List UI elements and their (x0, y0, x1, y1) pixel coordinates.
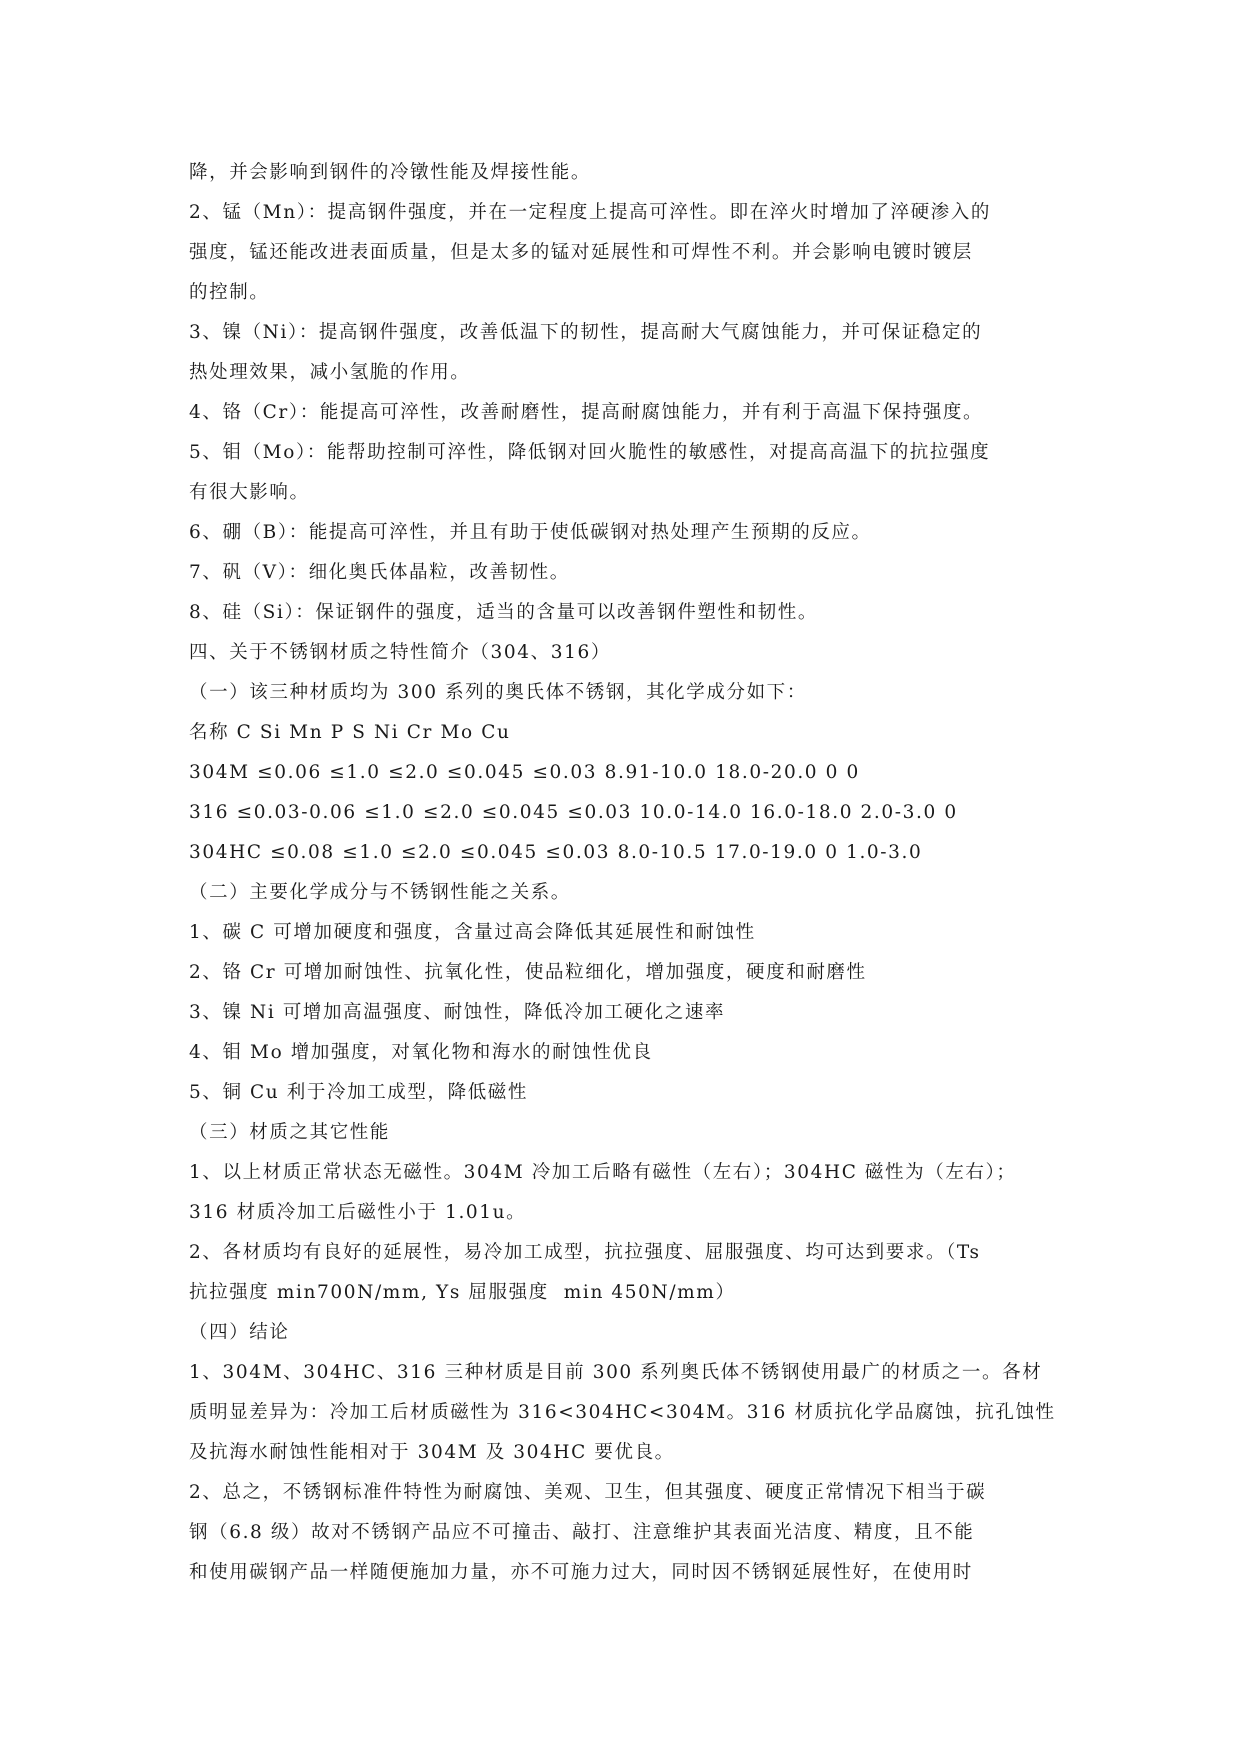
text-line: 有很大影响。 (189, 482, 310, 503)
text-line: 2、总之，不锈钢标准件特性为耐腐蚀、美观、卫生，但其强度、硬度正常情况下相当于碳 (189, 1482, 987, 1503)
text-line: 2、各材质均有良好的延展性，易冷加工成型，抗拉强度、屈服强度、均可达到要求。（Ts (189, 1242, 981, 1263)
text-line: 1、碳 C 可增加硬度和强度，含量过高会降低其延展性和耐蚀性 (189, 922, 756, 943)
text-line: 1、304M、304HC、316 三种材质是目前 300 系列奥氏体不锈钢使用最广的材质之一。各材 (189, 1362, 1043, 1383)
composition-row-304hc: 304HC ≤0.08 ≤1.0 ≤2.0 ≤0.045 ≤0.03 8.0-10.5 17.0-19.0 0 1.0-3.0 (189, 842, 923, 863)
text-line: （一）该三种材质均为 300 系列的奥氏体不锈钢，其化学成分如下： (189, 682, 807, 703)
text-line: 热处理效果，减小氢脆的作用。 (189, 362, 471, 383)
text-line: 4、铬（Cr）：能提高可淬性，改善耐磨性，提高耐腐蚀能力，并有利于高温下保持强度。 (189, 402, 984, 423)
text-line: 6、硼（B）：能提高可淬性，并且有助于使低碳钢对热处理产生预期的反应。 (189, 522, 872, 543)
text-line: 4、钼 Mo 增加强度，对氧化物和海水的耐蚀性优良 (189, 1042, 653, 1063)
text-line: 2、锰（Mn）：提高钢件强度，并在一定程度上提高可淬性。即在淬火时增加了淬硬渗入的 (189, 202, 991, 223)
text-line: 降，并会影响到钢件的冷镦性能及焊接性能。 (189, 162, 592, 183)
text-line: 3、镍（Ni）：提高钢件强度，改善低温下的韧性，提高耐大气腐蚀能力，并可保证稳定的 (189, 322, 983, 343)
composition-row-304m: 304M ≤0.06 ≤1.0 ≤2.0 ≤0.045 ≤0.03 8.91-10.0 18.0-20.0 0 0 (189, 762, 860, 783)
composition-row-316: 316 ≤0.03-0.06 ≤1.0 ≤2.0 ≤0.045 ≤0.03 10.0-14.0 16.0-18.0 2.0-3.0 0 (189, 802, 958, 823)
text-line: 钢（6.8 级）故对不锈钢产品应不可撞击、敲打、注意维护其表面光洁度、精度，且不能 (189, 1522, 975, 1543)
subsection-heading: （四）结论 (189, 1322, 290, 1343)
text-line: 5、钼（Mo）：能帮助控制可淬性，降低钢对回火脆性的敏感性，对提高高温下的抗拉强度 (189, 442, 991, 463)
subsection-heading: （二）主要化学成分与不锈钢性能之关系。 (189, 882, 571, 903)
text-line: 316 材质冷加工后磁性小于 1.01u。 (189, 1202, 527, 1223)
text-line: 3、镍 Ni 可增加高温强度、耐蚀性，降低冷加工硬化之速率 (189, 1002, 726, 1023)
text-line: 抗拉强度 min700N/mm, Ys 屈服强度 min 450N/mm） (189, 1282, 736, 1303)
text-line: 及抗海水耐蚀性能相对于 304M 及 304HC 要优良。 (189, 1442, 675, 1463)
composition-header-row: 名称 C Si Mn P S Ni Cr Mo Cu (189, 722, 511, 743)
text-line: 质明显差异为：冷加工后材质磁性为 316<304HC<304M。316 材质抗化学品腐蚀，抗孔蚀性 (189, 1402, 1056, 1423)
text-line: 和使用碳钢产品一样随便施加力量，亦不可施力过大，同时因不锈钢延展性好，在使用时 (189, 1562, 973, 1583)
text-line: 8、硅（Si）：保证钢件的强度，适当的含量可以改善钢件塑性和韧性。 (189, 602, 818, 623)
text-line: 7、矾（V）：细化奥氏体晶粒，改善韧性。 (189, 562, 570, 583)
text-line: 强度，锰还能改进表面质量，但是太多的锰对延展性和可焊性不利。并会影响电镀时镀层 (189, 242, 973, 263)
text-line: 2、铬 Cr 可增加耐蚀性、抗氧化性，使品粒细化，增加强度，硬度和耐磨性 (189, 962, 867, 983)
section-heading: 四、关于不锈钢材质之特性简介（304、316） (189, 642, 611, 663)
text-line: 的控制。 (189, 282, 270, 303)
subsection-heading: （三）材质之其它性能 (189, 1122, 391, 1143)
text-line: 1、以上材质正常状态无磁性。304M 冷加工后略有磁性（左右）；304HC 磁性为（左右）； (189, 1162, 1017, 1183)
text-line: 5、铜 Cu 利于冷加工成型，降低磁性 (189, 1082, 529, 1103)
